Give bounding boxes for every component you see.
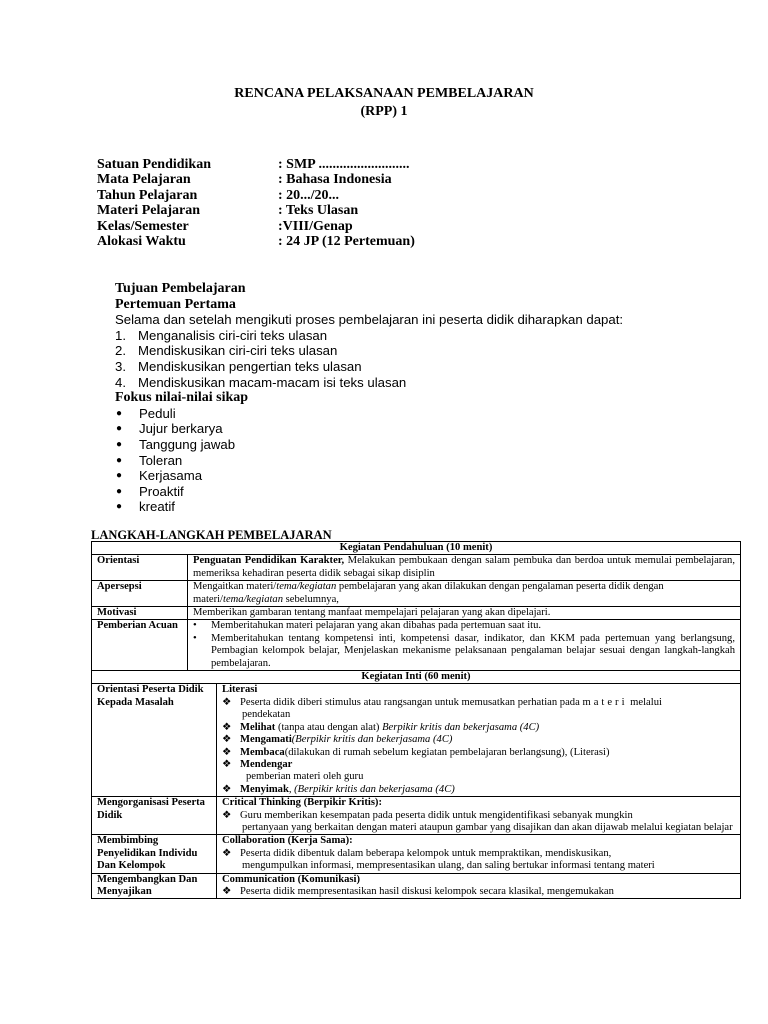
learning-goals — [115, 281, 623, 515]
list-item-continuation: pertanyaan yang berkaitan dengan materi ataupun gambar yang disajikan dan akan dijawab melalui kegiatan belajar — [242, 821, 733, 833]
info-label: Tahun Pelajaran — [97, 187, 198, 203]
bullet-icon: ● — [116, 501, 123, 513]
row-content — [217, 684, 741, 797]
list-item-continuation: pemberian materi oleh guru — [246, 771, 364, 783]
row-label: Mengorganisasi Peserta Didik — [92, 797, 217, 835]
list-item: ❖ Menyimak, (Berpikir kritis dan bekerjasama (4C) — [222, 783, 455, 795]
diamond-bullet-icon: ❖ — [222, 885, 232, 897]
table-row — [92, 873, 741, 899]
list-item: 4. Mendiskusikan macam-macam isi teks ulasan — [115, 374, 407, 390]
row-label: Membimbing Penyelidikan Individu Dan Kelompok — [92, 835, 217, 873]
diamond-bullet-icon: ❖ — [222, 721, 232, 733]
info-row — [97, 157, 415, 172]
list-item: ● Proaktif — [116, 483, 184, 499]
list-item: ❖ Peserta didik diberi stimulus atau rangsangan untuk memusatkan perhatian pada materi melalui — [222, 696, 662, 708]
row-content: Mengaitkan materi/tema/kegiatan pembelajaran yang akan dilakukan dengan pengalaman peserta didik dengan materi/tema/kegiatan sebelumnya, — [188, 581, 741, 607]
row-content: Penguatan Pendidikan Karakter, Melakukan pembukaan dengan salam pembuka dan berdoa untuk memulai pembelajaran, memeriksa kehadiran peserta didik sebagai sikap disiplin — [188, 555, 741, 581]
list-item: ❖ Melihat (tanpa atau dengan alat) Berpikir kritis dan bekerjasama (4C) — [222, 721, 540, 733]
list-item: ● Tanggung jawab — [116, 436, 236, 452]
list-item: ● Jujur berkarya — [116, 421, 223, 437]
table-row — [92, 835, 741, 873]
diamond-bullet-icon: ❖ — [222, 746, 232, 758]
row-content: Memberikan gambaran tentang manfaat mempelajari pelajaran yang akan dipelajari. — [188, 607, 741, 620]
focus-heading: Fokus nilai-nilai sikap — [115, 390, 249, 406]
step-heading: Communication (Komunikasi) — [222, 873, 361, 885]
identity-block — [97, 157, 415, 249]
list-item: 2. Mendiskusikan ciri-ciri teks ulasan — [115, 343, 338, 359]
document-title: RENCANA PELAKSANAAN PEMBELAJARAN — [234, 86, 534, 101]
info-value: : Bahasa Indonesia — [278, 172, 392, 188]
info-label: Alokasi Waktu — [97, 234, 186, 250]
table-row — [92, 684, 741, 797]
diamond-bullet-icon: ❖ — [222, 734, 232, 746]
goals-heading: Tujuan Pembelajaran — [115, 281, 246, 296]
row-label: Orientasi — [92, 555, 188, 581]
row-label: Pemberian Acuan — [92, 620, 188, 671]
section-header: Kegiatan Pendahuluan (10 menit) — [92, 542, 741, 555]
list-item: ❖ Peserta didik dibentuk dalam beberapa kelompok untuk mempraktikan, mendiskusikan, — [222, 847, 612, 859]
list-item: ❖ Mengamati(Berpikir kritis dan bekerjasama (4C) — [222, 734, 453, 746]
bullet-icon: ● — [116, 438, 123, 450]
step-heading: Literasi — [222, 684, 258, 696]
info-value: : SMP .......................... — [278, 157, 410, 172]
list-item: ❖ Membaca(dilakukan di rumah sebelum kegiatan pembelajaran berlangsung), (Literasi) — [222, 746, 610, 758]
bullet-icon: • — [193, 632, 197, 644]
table-row — [92, 555, 741, 581]
bullet-icon: ● — [116, 485, 123, 497]
list-item: • Memberitahukan tentang kompetensi inti, kompetensi dasar, indikator, dan KKM pada pertemuan yang berlangsung, Pembagian kelompok belajar, Menjelaskan mekanisme pelaksanaan pengalaman belajar sesuai dengan langkah-langkah pembelajaran. — [193, 632, 735, 669]
info-row — [97, 188, 415, 203]
table-row — [92, 542, 741, 555]
row-content — [188, 620, 741, 671]
row-label: Orientasi Peserta Didik Kepada Masalah — [92, 684, 217, 797]
steps-title: LANGKAH-LANGKAH PEMBELAJARAN — [91, 528, 332, 542]
info-row — [97, 203, 415, 218]
section-header: Kegiatan Inti (60 menit) — [92, 671, 741, 684]
step-heading: Collaboration (Kerja Sama): — [222, 835, 353, 847]
goals-intro: Selama dan setelah mengikuti proses pembelajaran ini peserta didik diharapkan dapat: — [115, 312, 624, 328]
list-item: 3. Mendiskusikan pengertian teks ulasan — [115, 358, 362, 374]
table-row — [92, 581, 741, 607]
info-label: Materi Pelajaran — [97, 203, 201, 219]
info-row — [97, 172, 415, 187]
list-item: • Memberitahukan materi pelajaran yang akan dibahas pada pertemuan saat itu. — [193, 620, 542, 632]
diamond-bullet-icon: ❖ — [222, 696, 232, 708]
meeting-heading: Pertemuan Pertama — [115, 296, 236, 312]
diamond-bullet-icon: ❖ — [222, 809, 232, 821]
table-row — [92, 620, 741, 671]
diamond-bullet-icon: ❖ — [222, 847, 232, 859]
info-label: Satuan Pendidikan — [97, 157, 211, 172]
info-value: :VIII/Genap — [278, 218, 353, 234]
list-item: ● Kerjasama — [116, 468, 203, 484]
list-item-continuation: mengumpulkan informasi, mempresentasikan ulang, dan saling bertukar informasi tentang materi — [242, 860, 655, 872]
list-item: ● Peduli — [116, 405, 176, 421]
list-item: ❖ Mendengar — [222, 758, 293, 770]
bullet-icon: ● — [116, 470, 123, 482]
diamond-bullet-icon: ❖ — [222, 758, 232, 770]
bullet-icon: ● — [116, 407, 123, 419]
info-row — [97, 234, 415, 249]
info-label: Kelas/Semester — [97, 218, 189, 234]
row-label: Apersepsi — [92, 581, 188, 607]
table-row — [92, 671, 741, 684]
table-row — [92, 607, 741, 620]
info-value: : 24 JP (12 Pertemuan) — [278, 234, 415, 250]
info-label: Mata Pelajaran — [97, 172, 191, 188]
list-item: 1. Menganalisis ciri-ciri teks ulasan — [115, 327, 328, 343]
list-item-continuation: pendekatan — [242, 709, 291, 721]
row-label: Motivasi — [92, 607, 188, 620]
table-row — [92, 797, 741, 835]
row-content — [217, 873, 741, 899]
info-value: : Teks Ulasan — [278, 203, 359, 219]
row-content — [217, 797, 741, 835]
list-item: ❖ Peserta didik mempresentasikan hasil diskusi kelompok secara klasikal, mengemukakan — [222, 885, 614, 897]
diamond-bullet-icon: ❖ — [222, 783, 232, 795]
row-label: Mengembangkan Dan Menyajikan — [92, 873, 217, 899]
row-content — [217, 835, 741, 873]
document-subtitle: (RPP) 1 — [360, 104, 408, 119]
info-row — [97, 219, 415, 234]
learning-steps-table — [91, 541, 741, 899]
info-value: : 20.../20... — [278, 187, 340, 203]
bullet-icon: ● — [116, 423, 123, 435]
step-heading: Critical Thinking (Berpikir Kritis): — [222, 797, 382, 809]
bullet-icon: ● — [116, 454, 123, 466]
list-item: ● Toleran — [116, 452, 183, 468]
list-item: ● kreatif — [116, 499, 175, 515]
bullet-icon: • — [193, 620, 197, 632]
list-item: ❖ Guru memberikan kesempatan pada peserta didik untuk mengidentifikasi sebanyak mungkin — [222, 809, 633, 821]
